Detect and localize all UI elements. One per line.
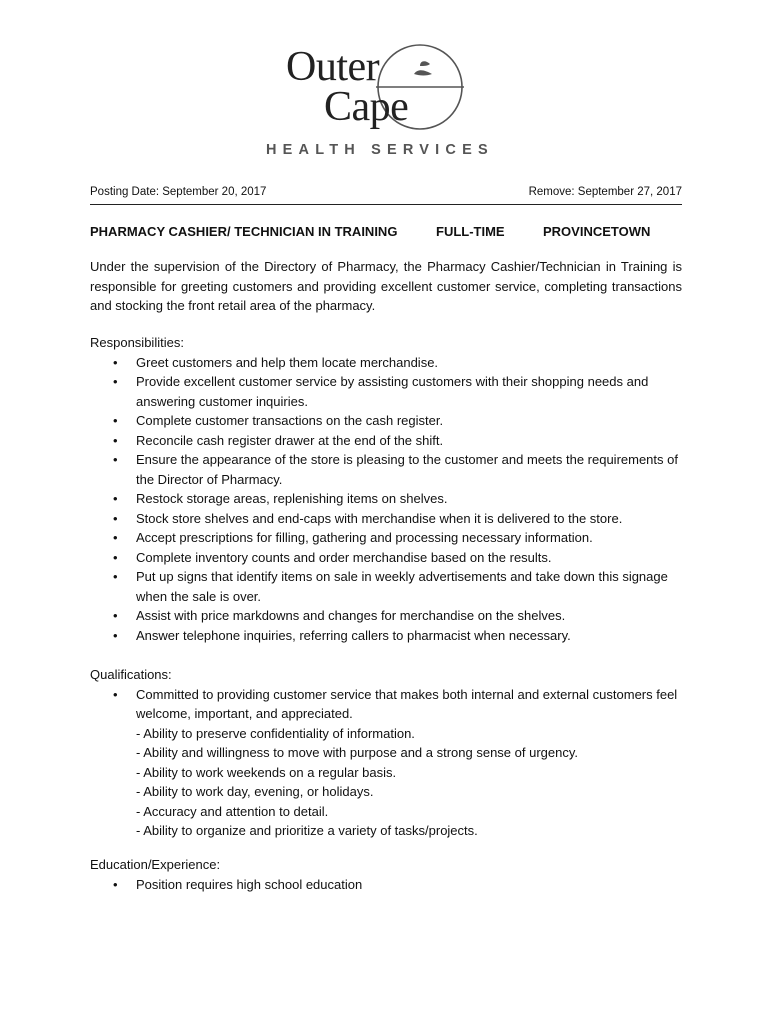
list-item: • Complete inventory counts and order merchandise based on the results. xyxy=(90,548,682,568)
responsibilities-section xyxy=(90,333,682,645)
bullet-icon: • xyxy=(113,549,118,565)
qualifications-list xyxy=(90,685,682,724)
list-item: • Stock store shelves and end-caps with merchandise when it is delivered to the store. xyxy=(90,509,682,529)
list-item: • Accept prescriptions for filling, gathering and processing necessary information. xyxy=(90,528,682,548)
job-location: PROVINCETOWN xyxy=(543,224,651,239)
responsibilities-list xyxy=(90,353,682,646)
bullet-icon: • xyxy=(113,686,118,702)
qualifications-heading: Qualifications: xyxy=(90,667,172,682)
logo-subtitle: HEALTH SERVICES xyxy=(266,142,494,158)
outer-cape-logo xyxy=(266,42,494,162)
education-heading: Education/Experience: xyxy=(90,857,221,872)
remove-date: Remove: September 27, 2017 xyxy=(528,186,682,198)
qualifications-section xyxy=(90,665,682,841)
list-item: - Accuracy and attention to detail. xyxy=(136,803,329,819)
list-item: • Complete customer transactions on the cash register. xyxy=(90,411,682,431)
job-type: FULL-TIME xyxy=(436,224,505,239)
logo-word-cape: Cape xyxy=(324,84,409,130)
logo-word-outer: Outer xyxy=(286,44,380,90)
bullet-icon: • xyxy=(113,432,118,448)
list-item: - Ability to work weekends on a regular basis. xyxy=(136,764,397,780)
education-list xyxy=(90,875,682,895)
bullet-icon: • xyxy=(113,354,118,370)
bullet-icon: • xyxy=(113,510,118,526)
bullet-icon: • xyxy=(113,569,118,584)
intro-paragraph: Under the supervision of the Directory of Pharmacy, the Pharmacy Cashier/Technician in Training is responsible for greeting customers and providing excellent customer service, completing transactions and stocking the front retail area of the pharmacy. xyxy=(90,259,682,313)
list-item: • Assist with price markdowns and changes for merchandise on the shelves. xyxy=(90,606,682,626)
bullet-icon: • xyxy=(113,627,118,643)
list-item: • Restock storage areas, replenishing items on shelves. xyxy=(90,489,682,509)
bullet-icon: • xyxy=(113,452,118,467)
list-item: • Committed to providing customer service that makes both internal and external customers feel welcome, important, and appreciated. xyxy=(113,686,678,721)
list-item: • Greet customers and help them locate merchandise. xyxy=(90,353,682,373)
bullet-icon: • xyxy=(113,491,118,506)
bullet-icon: • xyxy=(113,876,118,892)
list-item: • Ensure the appearance of the store is pleasing to the customer and meets the requirements of the Director of Pharmacy. xyxy=(113,452,678,487)
list-item: • Answer telephone inquiries, referring callers to pharmacist when necessary. xyxy=(90,626,682,646)
list-item: - Ability to work day, evening, or holidays. xyxy=(136,784,374,799)
bullet-icon: • xyxy=(113,413,118,428)
job-title: PHARMACY CASHIER/ TECHNICIAN IN TRAINING xyxy=(90,224,398,239)
posting-date: Posting Date: September 20, 2017 xyxy=(90,186,267,198)
list-item: - Ability to preserve confidentiality of information. xyxy=(136,725,415,741)
list-item: • Reconcile cash register drawer at the end of the shift. xyxy=(90,431,682,451)
list-item: • Put up signs that identify items on sale in weekly advertisements and take down this signage when the sale is over. xyxy=(113,569,668,604)
posting-dates-row xyxy=(90,186,682,205)
bullet-icon: • xyxy=(113,608,118,623)
education-section xyxy=(90,855,682,894)
list-item: • Position requires high school education xyxy=(90,875,682,895)
responsibilities-heading: Responsibilities: xyxy=(90,335,184,350)
bullet-icon: • xyxy=(113,530,118,545)
list-item: • Provide excellent customer service by assisting customers with their shopping needs and answering customer inquiries. xyxy=(113,374,649,409)
qualifications-sub-list xyxy=(90,724,682,841)
list-item: - Ability and willingness to move with purpose and a strong sense of urgency. xyxy=(136,745,578,760)
list-item: - Ability to organize and prioritize a variety of tasks/projects. xyxy=(136,823,478,838)
bullet-icon: • xyxy=(113,374,118,389)
